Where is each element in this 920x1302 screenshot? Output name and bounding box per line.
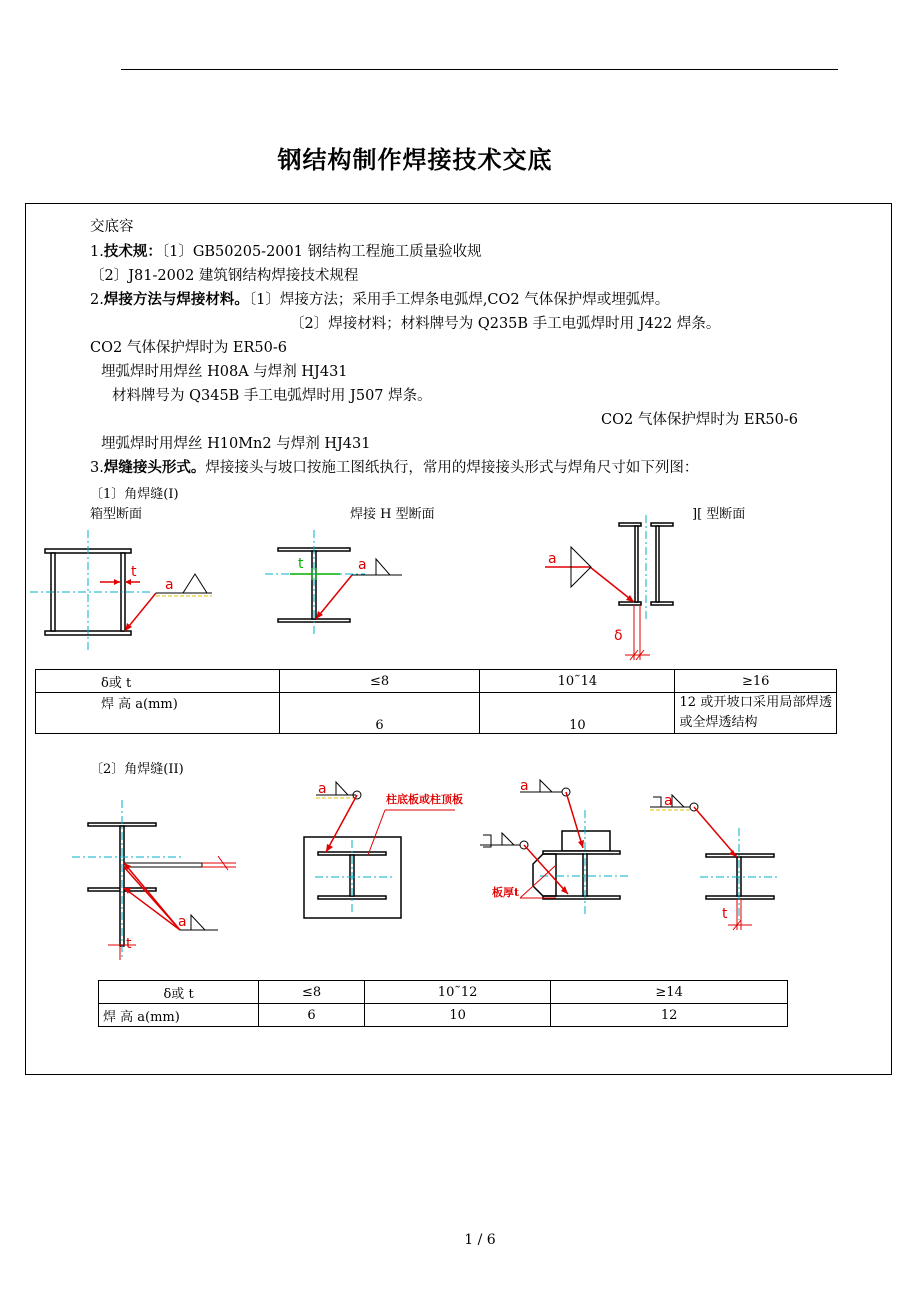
plate-thickness-label: 板厚t — [492, 886, 520, 899]
table-1-header-cell: ≤8 — [279, 670, 479, 693]
table-1-value-cell: 12 或开坡口采用局部焊透或全焊透结构 — [675, 693, 837, 734]
section-2-line-4: 埋弧焊时用焊丝 H08A 与焊剂 HJ431 — [101, 364, 348, 380]
fig2-caption: 〔2〕角焊缝(II) — [90, 762, 184, 777]
table-2-value-cell: 12 — [551, 1004, 788, 1027]
table-2-header-cell: δ或 t — [99, 981, 259, 1004]
table-2-header-cell: ≥14 — [551, 981, 788, 1004]
section-1-number: 1. — [90, 244, 104, 260]
fig2-right-a-label: a — [664, 793, 673, 809]
table-1-value-cell: 10 — [480, 693, 675, 734]
fig2-right-t-label: t — [722, 906, 728, 922]
h-section-drawing — [265, 530, 402, 635]
section-3-line — [90, 458, 698, 478]
fig2-left-a-label: a — [178, 914, 187, 930]
fig1-caption: 〔1〕角焊缝(I) — [90, 487, 179, 502]
table-1-header-row — [36, 670, 837, 693]
section-2-line-6: CO2 气体保护焊时为 ER50-6 — [601, 412, 799, 428]
table-1-value-row — [36, 693, 837, 734]
section-2-text-1: 〔1〕焊接方法；采用手工焊条电弧焊,CO2 气体保护焊或埋弧焊。 — [248, 292, 670, 308]
page-number: 1 / 6 — [464, 1232, 496, 1248]
section-3-label: 焊缝接头形式。 — [103, 460, 206, 476]
table-2-header-cell: ≤8 — [259, 981, 365, 1004]
flange-joint-drawing — [650, 795, 780, 930]
h-a-label: a — [358, 557, 367, 573]
box-section-drawing — [30, 530, 212, 650]
channel-delta-label: δ — [614, 628, 623, 644]
base-plate-label: 柱底板或柱顶板 — [386, 793, 463, 806]
table-2-value-cell: 6 — [259, 1004, 365, 1027]
section-2-number: 2. — [90, 292, 104, 308]
fig1-drawings — [0, 510, 920, 670]
column-joint-drawing — [72, 800, 236, 960]
table-2-header-row — [99, 981, 788, 1004]
table-1-header-cell: 10˜14 — [480, 670, 675, 693]
weld-table-2 — [98, 980, 788, 1027]
table-1-value-cell: 6 — [279, 693, 479, 734]
fig1-label-c: ][ 型断面 — [692, 507, 746, 522]
section-2-line-3: CO2 气体保护焊时为 ER50-6 — [90, 340, 288, 356]
table-1-header-cell: δ或 t — [36, 670, 280, 693]
section-1-label: 技术规： — [103, 244, 162, 260]
section-1-line-1 — [90, 242, 482, 262]
h-t-label: t — [298, 556, 304, 572]
weld-table-1 — [35, 669, 837, 734]
fig2-left-t-label: t — [126, 936, 132, 952]
section-2-label: 焊接方法与焊接材料。 — [103, 292, 249, 308]
section-1-line-2: 〔2〕J81-2002 建筑钢结构焊接技术规程 — [90, 268, 359, 284]
table-2-value-cell: 10 — [364, 1004, 550, 1027]
plate-thick-a-label: a — [520, 778, 529, 794]
section-2-line-2: 〔2〕焊接材料；材料牌号为 Q235B 手工电弧焊时用 J422 焊条。 — [290, 316, 721, 332]
section-3-number: 3. — [90, 460, 104, 476]
section-2-line-1 — [90, 290, 669, 310]
section-2-line-7: 埋弧焊时用焊丝 H10Mn2 与焊剂 HJ431 — [101, 436, 371, 452]
fig1-label-box: 箱型断面 — [90, 507, 143, 522]
section-heading: 交底容 — [90, 219, 134, 235]
section-3-text: 焊接接头与坡口按施工图纸执行，常用的焊接接头形式与焊角尺寸如下列图： — [205, 460, 699, 476]
section-2-line-5: 材料牌号为 Q345B 手工电弧焊时用 J507 焊条。 — [112, 388, 432, 404]
header-rule — [121, 69, 838, 70]
box-t-label: t — [131, 564, 137, 580]
fig2-drawings — [0, 770, 920, 970]
table-1-row-label: 焊 高 a(mm) — [36, 693, 280, 734]
table-2-row-label: 焊 高 a(mm) — [99, 1004, 259, 1027]
table-2-header-cell: 10˜12 — [364, 981, 550, 1004]
section-1-text-1: 〔1〕GB50205-2001 钢结构工程施工质量验收规 — [161, 244, 482, 260]
fig1-label-h: 焊接 H 型断面 — [350, 507, 435, 522]
table-2-value-row — [99, 1004, 788, 1027]
document-title: 钢结构制作焊接技术交底 — [277, 146, 553, 174]
channel-a-label: a — [548, 551, 557, 567]
base-plate-a-label: a — [318, 781, 327, 797]
box-a-label: a — [165, 577, 174, 593]
table-1-header-cell: ≥16 — [675, 670, 837, 693]
channel-section-drawing — [545, 515, 673, 660]
